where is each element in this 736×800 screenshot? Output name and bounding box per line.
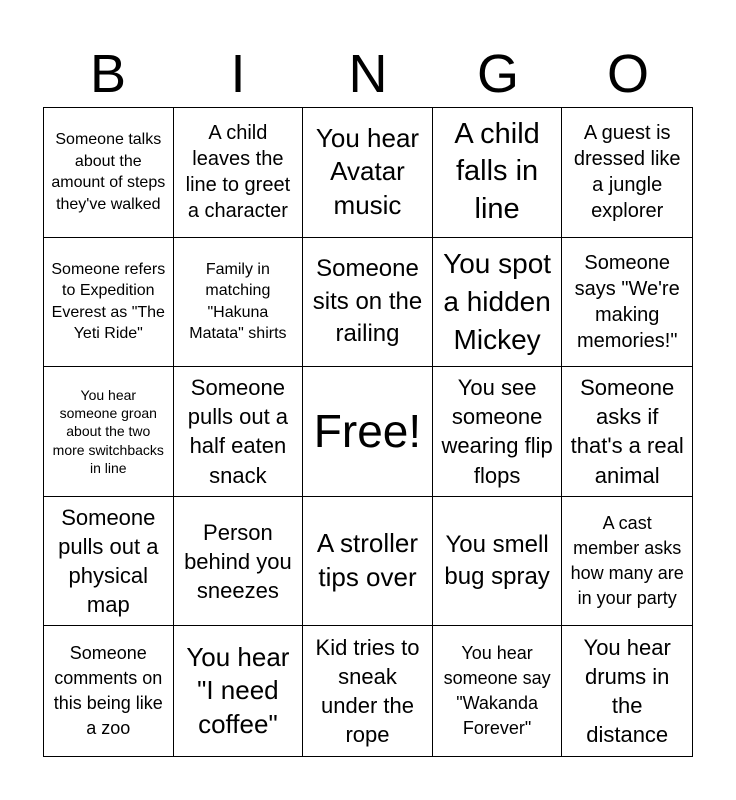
cell-text: You smell bug spray (444, 530, 550, 591)
bingo-cell[interactable] (44, 367, 174, 497)
bingo-cell[interactable] (433, 626, 563, 756)
bingo-cell[interactable] (433, 108, 563, 238)
cell-text: You see someone wearing flip flops (441, 375, 553, 488)
bingo-cell[interactable] (174, 367, 304, 497)
bingo-cell[interactable] (174, 497, 304, 627)
header-letter-b: B (89, 44, 127, 104)
header-letter-o: O (606, 44, 649, 104)
bingo-cell[interactable] (303, 108, 433, 238)
bingo-cell[interactable] (303, 497, 433, 627)
bingo-cell[interactable] (303, 626, 433, 756)
cell-text: Someone sits on the railing (312, 255, 423, 348)
bingo-cell[interactable] (562, 108, 692, 238)
bingo-cell[interactable] (562, 497, 692, 627)
bingo-cell[interactable] (303, 238, 433, 368)
cell-text: Someone refers to Expedition Everest as "The Yeti Ride" (51, 260, 166, 343)
bingo-cell[interactable] (174, 626, 304, 756)
bingo-cell[interactable] (44, 238, 174, 368)
header-letter-n: N (348, 44, 388, 104)
cell-text: You hear someone say "Wakanda Forever" (443, 642, 551, 739)
cell-text: Someone talks about the amount of steps they've walked (51, 131, 166, 213)
bingo-grid (43, 107, 693, 757)
cell-text: You spot a hidden Mickey (443, 248, 552, 355)
free-space-text: Free! (313, 405, 422, 458)
cell-text: You hear drums in the distance (583, 635, 671, 748)
bingo-cell[interactable] (44, 497, 174, 627)
bingo-cell[interactable] (433, 497, 563, 627)
bingo-cell[interactable] (174, 108, 304, 238)
bingo-header (43, 38, 693, 110)
cell-text: Someone pulls out a half eaten snack (187, 375, 289, 488)
cell-text: You hear Avatar music (315, 122, 420, 221)
bingo-cell[interactable] (44, 108, 174, 238)
cell-text: A child leaves the line to greet a character (185, 122, 291, 223)
bingo-cell[interactable] (44, 626, 174, 756)
cell-text: Kid tries to sneak under the rope (315, 635, 420, 748)
bingo-cell[interactable] (562, 367, 692, 497)
cell-text: Family in matching "Hakuna Matata" shirts (189, 260, 287, 343)
cell-text: You hear "I need coffee" (186, 641, 290, 740)
cell-text: A cast member asks how many are in your party (570, 512, 684, 609)
bingo-cell[interactable] (433, 238, 563, 368)
bingo-cell[interactable] (174, 238, 304, 368)
free-space[interactable] (303, 367, 433, 497)
header-letter-g: G (476, 44, 519, 104)
cell-text: Someone says "We're making memories!" (574, 251, 680, 352)
cell-text: A stroller tips over (316, 528, 419, 593)
cell-text: Someone pulls out a physical map (58, 505, 159, 618)
cell-text: A guest is dressed like a jungle explorer (573, 122, 681, 223)
cell-text: Someone asks if that's a real animal (570, 375, 684, 488)
header-letter-i: I (230, 44, 246, 104)
cell-text: Person behind you sneezes (184, 519, 292, 603)
bingo-cell[interactable] (562, 626, 692, 756)
cell-text: Someone comments on this being like a zoo (53, 642, 163, 739)
cell-text: A child falls in line (454, 117, 540, 226)
bingo-cell[interactable] (433, 367, 563, 497)
bingo-cell[interactable] (562, 238, 692, 368)
cell-text: You hear someone groan about the two more switchbacks in line (52, 387, 164, 476)
